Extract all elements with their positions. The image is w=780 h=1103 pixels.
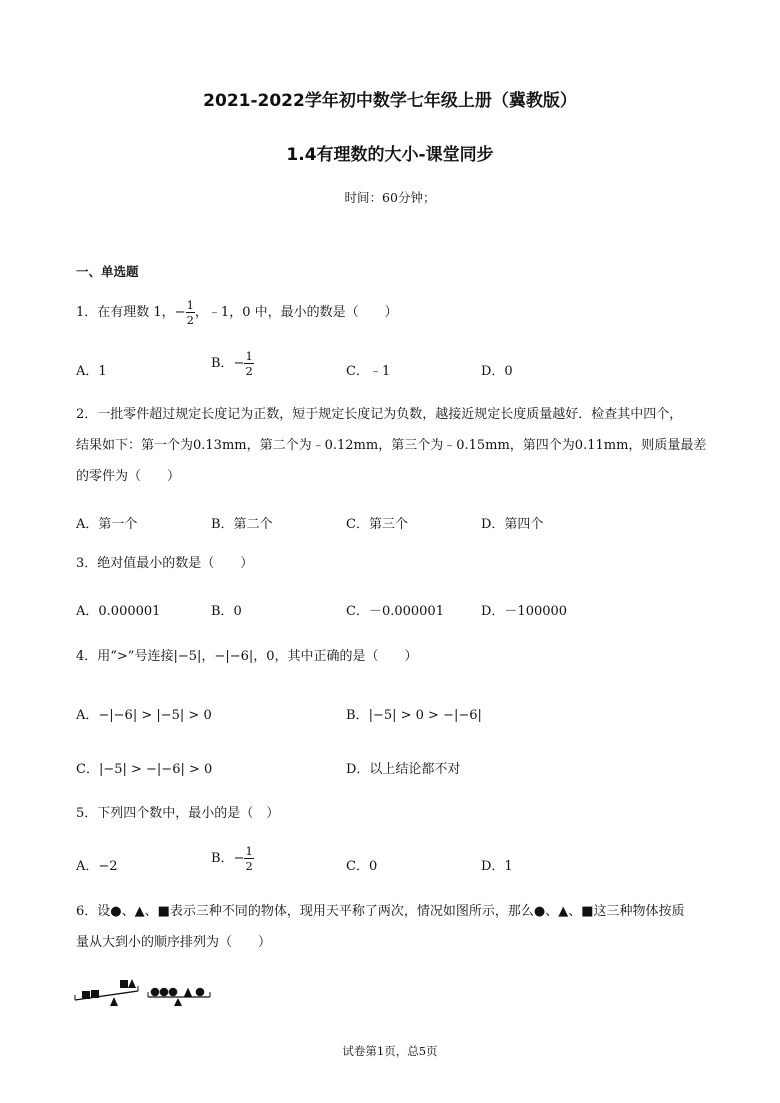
q5-b-label: B． bbox=[211, 851, 234, 867]
q1-option-a: A．1 bbox=[76, 364, 107, 379]
triangle-fulcrum-icon bbox=[110, 997, 118, 1006]
q4-b-expr: |−5| > 0 > −|−6| bbox=[368, 708, 482, 723]
square-icon bbox=[82, 991, 90, 999]
question-2-line-3: 的零件为（ ） bbox=[76, 469, 181, 484]
balance-scales-figure bbox=[70, 968, 220, 1010]
q3-option-b: B．0 bbox=[211, 604, 242, 619]
q4-a-label: A． bbox=[76, 708, 99, 723]
document-title: 2021-2022学年初中数学七年级上册（冀教版） bbox=[203, 91, 577, 111]
page-footer: 试卷第1页，总5页 bbox=[342, 1044, 438, 1058]
q4-option-d: D．以上结论都不对 bbox=[346, 762, 461, 777]
circle-icon bbox=[151, 988, 160, 997]
question-3: 3．绝对值最小的数是（ ） bbox=[76, 556, 254, 571]
q2-option-c: C．第三个 bbox=[346, 517, 408, 532]
document-subtitle: 1.4有理数的大小-课堂同步 bbox=[286, 145, 494, 165]
square-icon bbox=[120, 980, 128, 988]
q4-text-post: ，0，其中正确的是（ ） bbox=[253, 649, 418, 664]
q1-frac-sign: − bbox=[174, 305, 186, 321]
q1-b-fraction bbox=[244, 350, 253, 377]
q4-c-label: C． bbox=[76, 762, 99, 777]
q5-b-num: 1 bbox=[245, 844, 253, 858]
q5-b-sign: − bbox=[233, 851, 245, 867]
q5-option-d: D．1 bbox=[481, 859, 513, 874]
balance-scale-2 bbox=[148, 988, 210, 1007]
q1-b-label: B． bbox=[211, 356, 234, 372]
q5-b-den: 2 bbox=[245, 859, 253, 874]
q1-b-num: 1 bbox=[245, 349, 253, 363]
question-6-line-1: 6．设●、▲、■表示三种不同的物体，现用天平称了两次，情况如图所示，那么●、▲、■这三种物体按质 bbox=[76, 904, 685, 919]
question-1 bbox=[76, 299, 398, 326]
q1-frac-den: 2 bbox=[186, 313, 194, 328]
section-title: 一、单选题 bbox=[76, 264, 139, 279]
circle-icon bbox=[169, 988, 178, 997]
question-6-line-2: 量从大到小的顺序排列为（ ） bbox=[76, 935, 272, 950]
q4-abs-1: |−5| bbox=[173, 649, 202, 664]
q5-option-b bbox=[211, 845, 254, 872]
q2-option-b: B．第二个 bbox=[211, 517, 273, 532]
triangle-fulcrum-icon bbox=[174, 998, 182, 1006]
q2-option-a: A．第一个 bbox=[76, 517, 138, 532]
q1-text-post: ，﹣1，0 中，最小的数是（ ） bbox=[194, 305, 398, 321]
time-limit: 时间：60分钟； bbox=[344, 190, 436, 205]
q5-b-fraction bbox=[244, 845, 253, 872]
q1-b-sign: − bbox=[233, 356, 245, 372]
question-4 bbox=[76, 650, 418, 663]
q4-sep-1: ， bbox=[201, 649, 215, 664]
q4-c-expr: |−5| > −|−6| > 0 bbox=[98, 762, 213, 777]
q1-fraction bbox=[186, 299, 195, 326]
q5-option-c: C．0 bbox=[346, 859, 378, 874]
triangle-icon bbox=[128, 979, 136, 988]
q4-text-pre: 4．用“>”号连接 bbox=[76, 649, 174, 664]
square-icon bbox=[91, 990, 99, 998]
q1-option-b bbox=[211, 350, 254, 377]
q2-option-d: D．第四个 bbox=[481, 517, 544, 532]
q1-option-c: C．﹣1 bbox=[346, 364, 391, 379]
q3-option-c: C．－0.000001 bbox=[346, 604, 444, 619]
q4-option-a bbox=[76, 704, 212, 723]
q4-a-expr: −|−6| > |−5| > 0 bbox=[98, 708, 212, 723]
q1-text-pre: 1．在有理数 1， bbox=[76, 305, 175, 321]
q4-option-c bbox=[76, 758, 212, 777]
q5-option-a: A．−2 bbox=[76, 859, 118, 874]
question-5: 5．下列四个数中，最小的是（ ） bbox=[76, 806, 280, 821]
circle-icon bbox=[196, 988, 205, 997]
q4-abs-2: −|−6| bbox=[214, 649, 254, 664]
q1-option-d: D．0 bbox=[481, 364, 513, 379]
circle-icon bbox=[160, 988, 169, 997]
q1-b-den: 2 bbox=[245, 364, 253, 379]
balance-scale-1 bbox=[75, 979, 138, 1006]
q4-b-label: B． bbox=[346, 708, 369, 723]
triangle-icon bbox=[184, 988, 192, 997]
q1-frac-num: 1 bbox=[186, 298, 194, 312]
question-2-line-2: 结果如下：第一个为0.13mm，第二个为﹣0.12mm，第三个为﹣0.15mm，第四个为0.11mm，则质量最差 bbox=[76, 438, 707, 453]
question-2-line-1: 2．一批零件超过规定长度记为正数，短于规定长度记为负数，越接近规定长度质量越好．检查其中四个， bbox=[76, 407, 683, 422]
q3-option-d: D．－100000 bbox=[481, 604, 568, 619]
q3-option-a: A．0.000001 bbox=[76, 604, 161, 619]
q4-option-b bbox=[346, 704, 482, 723]
